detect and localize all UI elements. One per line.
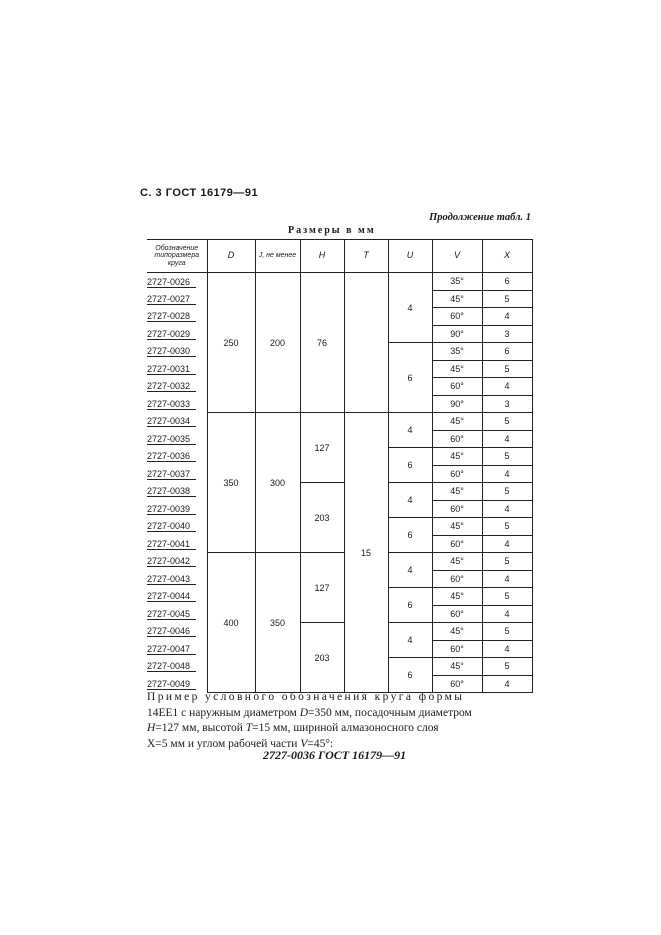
column-header-j: J, не менее: [255, 240, 300, 273]
cell-v: 45°: [432, 483, 482, 501]
cell-v: 45°: [432, 290, 482, 308]
cell-designation: 2727-0026: [147, 273, 207, 291]
table-row: [147, 483, 532, 501]
units-caption: Размеры в мм: [288, 225, 376, 236]
cell-v: 35°: [432, 273, 482, 291]
cell-x: 5: [482, 360, 532, 378]
cell-x: 5: [482, 413, 532, 431]
column-header-t: T: [344, 240, 388, 273]
cell-h: 127: [300, 553, 344, 623]
cell-x: 4: [482, 430, 532, 448]
cell-v: 60°: [432, 605, 482, 623]
cell-x: 3: [482, 325, 532, 343]
column-header-designation: Обозначение типоразмера круга: [147, 240, 207, 273]
table-row: [147, 413, 532, 431]
cell-v: 60°: [432, 378, 482, 396]
cell-v: 60°: [432, 500, 482, 518]
cell-designation: 2727-0045: [147, 605, 207, 623]
cell-t: [344, 273, 388, 413]
cell-designation: 2727-0038: [147, 483, 207, 501]
table-row: [147, 623, 532, 641]
cell-u: 4: [388, 273, 432, 343]
cell-designation: 2727-0035: [147, 430, 207, 448]
cell-x: 6: [482, 273, 532, 291]
cell-v: 45°: [432, 658, 482, 676]
cell-v: 60°: [432, 430, 482, 448]
cell-x: 4: [482, 605, 532, 623]
cell-t: 15: [344, 413, 388, 693]
cell-u: 6: [388, 588, 432, 623]
cell-u: 6: [388, 658, 432, 693]
cell-x: 4: [482, 500, 532, 518]
cell-v: 45°: [432, 518, 482, 536]
table-row: [147, 273, 532, 291]
cell-designation: 2727-0029: [147, 325, 207, 343]
cell-v: 90°: [432, 325, 482, 343]
table-header-row: [147, 240, 532, 273]
cell-u: 6: [388, 518, 432, 553]
cell-designation: 2727-0044: [147, 588, 207, 606]
example-lead-line: Пример условного обозначения круга формы: [147, 691, 465, 703]
cell-v: 60°: [432, 535, 482, 553]
example-line-2: 14EE1 с наружным диаметром D=350 мм, посадочным диаметром: [147, 706, 472, 719]
table-continuation-label: Продолжение табл. 1: [429, 212, 531, 223]
cell-x: 5: [482, 448, 532, 466]
cell-v: 45°: [432, 360, 482, 378]
cell-designation: 2727-0032: [147, 378, 207, 396]
cell-designation: 2727-0028: [147, 308, 207, 326]
cell-x: 5: [482, 518, 532, 536]
cell-h: 203: [300, 623, 344, 693]
cell-v: 60°: [432, 465, 482, 483]
cell-v: 60°: [432, 308, 482, 326]
example-designation: 2727-0036 ГОСТ 16179—91: [263, 748, 407, 762]
cell-x: 5: [482, 658, 532, 676]
cell-designation: 2727-0039: [147, 500, 207, 518]
cell-h: 203: [300, 483, 344, 553]
cell-designation: 2727-0047: [147, 640, 207, 658]
cell-x: 4: [482, 535, 532, 553]
cell-u: 4: [388, 483, 432, 518]
cell-x: 6: [482, 343, 532, 361]
cell-u: 6: [388, 448, 432, 483]
cell-x: 5: [482, 290, 532, 308]
cell-x: 5: [482, 483, 532, 501]
cell-designation: 2727-0046: [147, 623, 207, 641]
cell-v: 45°: [432, 448, 482, 466]
column-header-v: V: [432, 240, 482, 273]
cell-designation: 2727-0043: [147, 570, 207, 588]
cell-designation: 2727-0036: [147, 448, 207, 466]
example-paragraph: [147, 690, 520, 752]
cell-x: 4: [482, 465, 532, 483]
cell-designation: 2727-0049: [147, 675, 207, 693]
cell-d: 250: [207, 273, 255, 413]
cell-x: 5: [482, 623, 532, 641]
cell-x: 5: [482, 588, 532, 606]
cell-v: 45°: [432, 413, 482, 431]
cell-v: 45°: [432, 588, 482, 606]
table-row: [147, 553, 532, 571]
cell-designation: 2727-0033: [147, 395, 207, 413]
cell-v: 90°: [432, 395, 482, 413]
cell-u: 4: [388, 623, 432, 658]
cell-x: 4: [482, 640, 532, 658]
dimensions-table: [147, 239, 533, 693]
cell-x: 3: [482, 395, 532, 413]
cell-x: 4: [482, 378, 532, 396]
cell-u: 4: [388, 553, 432, 588]
cell-x: 4: [482, 570, 532, 588]
cell-j: 350: [255, 553, 300, 693]
cell-designation: 2727-0037: [147, 465, 207, 483]
cell-designation: 2727-0042: [147, 553, 207, 571]
column-header-u: U: [388, 240, 432, 273]
cell-x: 4: [482, 675, 532, 693]
table-body: [147, 273, 532, 693]
column-header-d: D: [207, 240, 255, 273]
cell-designation: 2727-0040: [147, 518, 207, 536]
cell-x: 5: [482, 553, 532, 571]
cell-designation: 2727-0027: [147, 290, 207, 308]
cell-v: 35°: [432, 343, 482, 361]
cell-v: 60°: [432, 675, 482, 693]
cell-h: 127: [300, 413, 344, 483]
cell-v: 60°: [432, 570, 482, 588]
cell-u: 6: [388, 343, 432, 413]
example-line-4: X=5 мм и углом рабочей части V=45°:: [147, 737, 334, 750]
cell-v: 45°: [432, 553, 482, 571]
cell-d: 400: [207, 553, 255, 693]
cell-designation: 2727-0031: [147, 360, 207, 378]
column-header-x: X: [482, 240, 532, 273]
cell-x: 4: [482, 308, 532, 326]
cell-designation: 2727-0048: [147, 658, 207, 676]
example-line-3: H=127 мм, высотой T=15 мм, шириной алмазоносного слоя: [147, 722, 439, 734]
cell-designation: 2727-0030: [147, 343, 207, 361]
cell-v: 60°: [432, 640, 482, 658]
cell-j: 200: [255, 273, 300, 413]
cell-designation: 2727-0041: [147, 535, 207, 553]
cell-d: 350: [207, 413, 255, 553]
cell-u: 4: [388, 413, 432, 448]
column-header-h: H: [300, 240, 344, 273]
page-header: С. 3 ГОСТ 16179—91: [140, 187, 259, 199]
cell-v: 45°: [432, 623, 482, 641]
cell-designation: 2727-0034: [147, 413, 207, 431]
cell-j: 300: [255, 413, 300, 553]
cell-h: 76: [300, 273, 344, 413]
